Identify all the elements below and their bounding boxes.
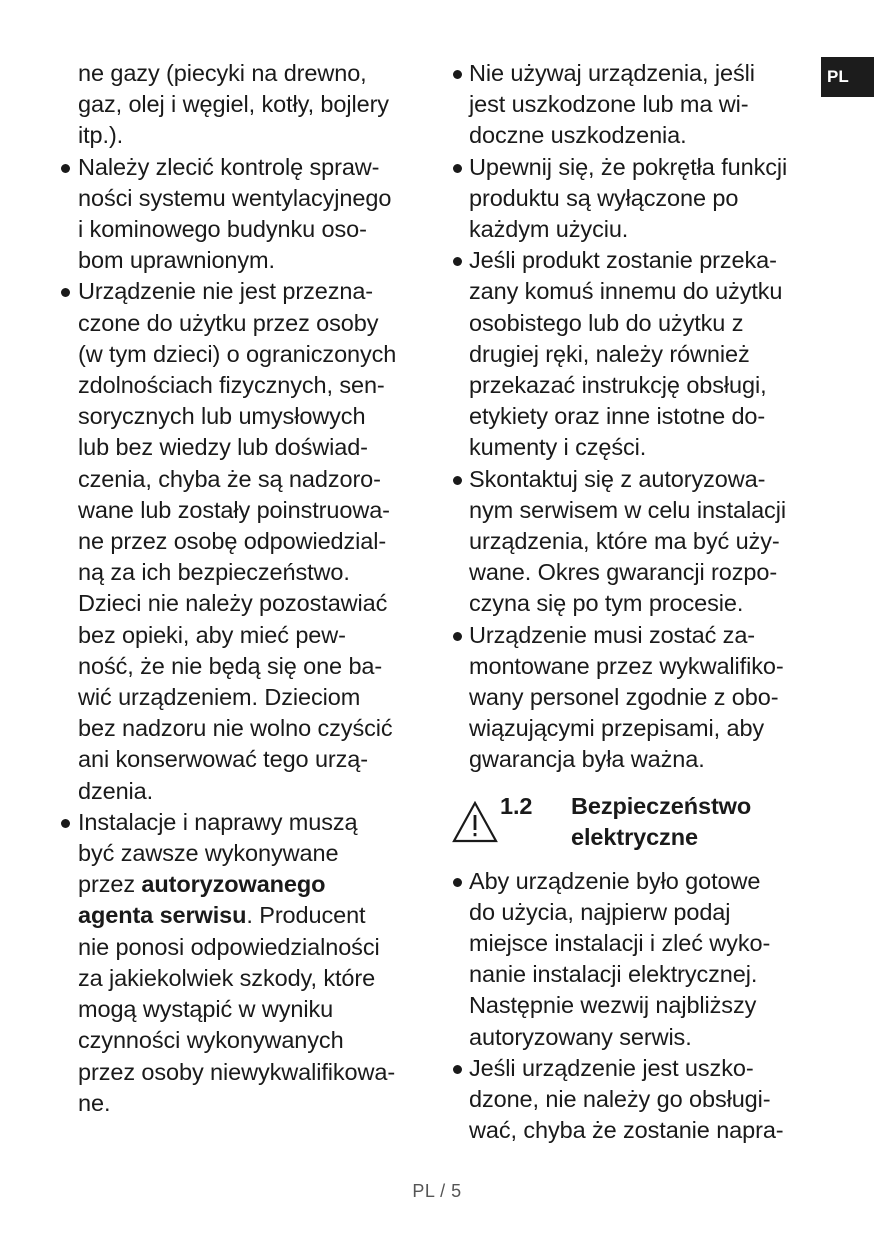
- text-line: Skontaktuj się z autoryzowa-: [469, 465, 766, 492]
- bullet-item-contact-service: [452, 464, 824, 620]
- text-line: [78, 869, 432, 900]
- text-line: [78, 900, 432, 931]
- text-line: osobistego lub do użytku z: [469, 309, 744, 336]
- text-line: czynności wykonywanych: [78, 1027, 344, 1054]
- text-line: czenia, chyba że są nadzoro-: [78, 465, 381, 492]
- text-line: nie ponosi odpowiedzialności: [78, 933, 380, 960]
- bullet-icon: [453, 476, 462, 485]
- text-line: drugiej ręki, należy również: [469, 340, 750, 367]
- text-line: i kominowego budynku oso-: [78, 216, 367, 243]
- bullet-item-not-intended-for: [60, 276, 432, 806]
- text-line: Instalacje i naprawy muszą: [78, 808, 358, 835]
- bullet-item-ventilation-check: [60, 152, 432, 277]
- warning-triangle-icon: [452, 801, 498, 843]
- text-line: ną za ich bezpieczeństwo.: [78, 559, 350, 586]
- text-line: do użycia, najpierw podaj: [469, 898, 731, 925]
- text-line: wany personel zgodnie z obo-: [469, 684, 779, 711]
- text-line: dzone, nie należy go obsługi-: [469, 1086, 771, 1113]
- text-line: Nie używaj urządzenia, jeśli: [469, 60, 755, 86]
- text-line: (w tym dzieci) o ograniczonych: [78, 340, 397, 367]
- text-line: wać, chyba że zostanie napra-: [469, 1117, 784, 1144]
- bullet-icon: [453, 257, 462, 266]
- text-line: ność, że nie będą się one ba-: [78, 652, 383, 679]
- text-line: wić urządzeniem. Dzieciom: [78, 684, 361, 711]
- bullet-icon: [453, 70, 462, 79]
- text-segment: . Producent: [246, 902, 366, 929]
- text-line: nym serwisem w celu instalacji: [469, 496, 786, 523]
- text-line: przekazać instrukcję obsługi,: [469, 372, 767, 399]
- bold-text: autoryzowanego: [141, 871, 326, 898]
- text-line: gwarancja była ważna.: [469, 746, 705, 773]
- text-line: przez osoby niewykwalifikowa-: [78, 1058, 396, 1085]
- bullet-item-knobs-off: [452, 152, 824, 246]
- text-line: Jeśli produkt zostanie przeka-: [469, 247, 777, 274]
- left-column: [60, 58, 432, 1119]
- text-line: nanie instalacji elektrycznej.: [469, 961, 758, 988]
- text-line: czyna się po tym procesie.: [469, 590, 744, 617]
- bullet-item-qualified-installation: [452, 620, 824, 776]
- right-column: [452, 58, 824, 1147]
- language-tab: PL: [821, 57, 874, 97]
- text-line: Urządzenie nie jest przezna-: [78, 278, 374, 305]
- title-line: Bezpieczeństwo: [571, 792, 752, 819]
- text-line: zany komuś innemu do użytku: [469, 278, 783, 305]
- text-line: montowane przez wykwalifiko-: [469, 652, 784, 679]
- bullet-icon: [453, 632, 462, 641]
- text-line: sorycznych lub umysłowych: [78, 403, 366, 430]
- bold-text: agenta serwisu: [78, 902, 247, 929]
- bullet-item-pass-on-manual: [452, 245, 824, 463]
- text-line: być zawsze wykonywane: [78, 840, 339, 867]
- bullet-item-electrical-installation: [452, 866, 824, 1053]
- text-line: zdolnościach fizycznych, sen-: [78, 372, 385, 399]
- text-line: gaz, olej i węgiel, kotły, bojlery: [78, 91, 389, 118]
- text-line: ne gazy (piecyki na drewno,: [78, 60, 367, 86]
- text-line: Następnie wezwij najbliższy: [469, 992, 757, 1019]
- text-line: wiązującymi przepisami, aby: [469, 715, 765, 742]
- text-line: Upewnij się, że pokrętła funkcji: [469, 153, 788, 180]
- text-line: dzenia.: [78, 777, 154, 804]
- text-segment: przez: [78, 871, 142, 898]
- bullet-icon: [61, 164, 70, 173]
- text-line: ani konserwować tego urzą-: [78, 746, 368, 773]
- text-line: Jeśli urządzenie jest uszko-: [469, 1054, 754, 1081]
- text-line: Dzieci nie należy pozostawiać: [78, 590, 388, 617]
- text-line: miejsce instalacji i zleć wyko-: [469, 930, 771, 957]
- text-line: Należy zlecić kontrolę spraw-: [78, 153, 380, 180]
- title-line: elektryczne: [571, 823, 698, 850]
- bullet-item-installation-repairs: [60, 807, 432, 1119]
- text-line: bez nadzoru nie wolno czyścić: [78, 715, 393, 742]
- text-line: Urządzenie musi zostać za-: [469, 621, 756, 648]
- bullet-icon: [453, 878, 462, 887]
- text-line: produktu są wyłączone po: [469, 184, 739, 211]
- text-line: urządzenia, które ma być uży-: [469, 528, 780, 555]
- text-line: Aby urządzenie było gotowe: [469, 867, 761, 894]
- text-line: czone do użytku przez osoby: [78, 309, 379, 336]
- continued-paragraph: [60, 58, 432, 152]
- bullet-icon: [61, 288, 70, 297]
- bullet-item-do-not-use-damaged: [452, 58, 824, 152]
- text-line: bez opieki, aby mieć pew-: [78, 621, 346, 648]
- text-line: doczne uszkodzenia.: [469, 122, 687, 149]
- bullet-icon: [453, 164, 462, 173]
- text-line: bom uprawnionym.: [78, 247, 275, 274]
- text-line: kumenty i części.: [469, 434, 647, 461]
- section-number: 1.2: [500, 792, 533, 819]
- text-line: etykiety oraz inne istotne do-: [469, 403, 766, 430]
- section-heading: [452, 791, 824, 853]
- text-line: autoryzowany serwis.: [469, 1023, 692, 1050]
- text-line: wane lub zostały poinstruowa-: [78, 496, 390, 523]
- text-line: ności systemu wentylacyjnego: [78, 184, 392, 211]
- text-line: każdym użyciu.: [469, 216, 629, 243]
- bullet-icon: [61, 819, 70, 828]
- text-line: mogą wystąpić w wyniku: [78, 996, 334, 1023]
- text-line: wane. Okres gwarancji rozpo-: [469, 559, 778, 586]
- page-number: PL / 5: [412, 1181, 462, 1201]
- text-line: ne przez osobę odpowiedzial-: [78, 528, 387, 555]
- text-line: jest uszkodzone lub ma wi-: [469, 91, 749, 118]
- text-line: ne.: [78, 1089, 111, 1116]
- bullet-icon: [453, 1065, 462, 1074]
- text-line: itp.).: [78, 122, 124, 149]
- text-line: za jakiekolwiek szkody, które: [78, 964, 376, 991]
- text-line: lub bez wiedzy lub doświad-: [78, 434, 368, 461]
- section-title: [571, 791, 751, 853]
- bullet-item-damaged-device: [452, 1053, 824, 1147]
